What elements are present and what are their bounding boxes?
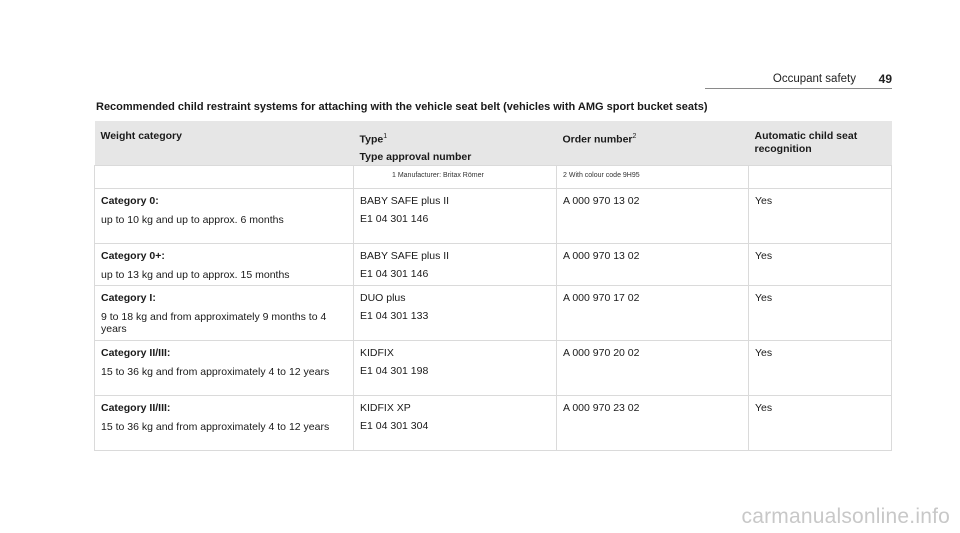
approval-number: E1 04 301 146 — [360, 213, 429, 225]
auto-recognition: Yes — [749, 286, 892, 341]
order-number: A 000 970 13 02 — [557, 244, 749, 286]
category-description: 15 to 36 kg and from approximately 4 to 12 years — [101, 366, 330, 378]
footnote-order: 2 With colour code 9H95 — [557, 166, 749, 189]
approval-number: E1 04 301 304 — [360, 420, 429, 432]
table-header-row — [95, 121, 892, 166]
table-row — [95, 286, 892, 341]
weight-cell — [95, 189, 354, 244]
category-title: Category II/III: — [101, 347, 171, 359]
footnote-empty — [95, 166, 354, 189]
order-number: A 000 970 13 02 — [557, 189, 749, 244]
seat-type: BABY SAFE plus II — [360, 250, 450, 262]
section-title: Occupant safety — [772, 73, 856, 85]
type-cell — [354, 396, 557, 451]
category-title: Category 0+: — [101, 250, 165, 262]
table-row — [95, 341, 892, 396]
category-title: Category I: — [101, 292, 156, 304]
approval-number: E1 04 301 146 — [360, 268, 429, 280]
seat-type: DUO plus — [360, 292, 406, 304]
category-description: up to 10 kg and up to approx. 6 months — [101, 214, 284, 226]
category-description: up to 13 kg and up to approx. 15 months — [101, 269, 290, 281]
table-caption: Recommended child restraint systems for attaching with the vehicle seat belt (vehicles with AMG sport bucket seats) — [96, 101, 708, 113]
category-title: Category 0: — [101, 195, 159, 207]
header-divider — [705, 88, 892, 89]
order-number: A 000 970 17 02 — [557, 286, 749, 341]
auto-recognition: Yes — [749, 341, 892, 396]
header-type: Type$^1$ Type approval number — [354, 121, 557, 166]
type-cell — [354, 286, 557, 341]
table-row — [95, 244, 892, 286]
header-automatic-recognition: Automatic child seat recognition — [749, 121, 892, 166]
child-restraint-table — [94, 121, 892, 451]
auto-recognition: Yes — [749, 189, 892, 244]
category-title: Category II/III: — [101, 402, 171, 414]
weight-cell — [95, 244, 354, 286]
page-number: 49 — [878, 72, 892, 86]
footnote-type: 1 Manufacturer: Britax Römer — [354, 166, 557, 189]
table-row — [95, 396, 892, 451]
type-cell — [354, 244, 557, 286]
table-row — [95, 189, 892, 244]
approval-number: E1 04 301 133 — [360, 310, 429, 322]
order-number: A 000 970 20 02 — [557, 341, 749, 396]
order-number: A 000 970 23 02 — [557, 396, 749, 451]
type-cell — [354, 341, 557, 396]
weight-cell — [95, 341, 354, 396]
category-description: 9 to 18 kg and from approximately 9 months to 4 years — [101, 311, 327, 335]
footnote-row — [95, 166, 892, 189]
header-order-number: Order number$^2$ — [557, 121, 749, 166]
seat-type: KIDFIX — [360, 347, 394, 359]
watermark: carmanualsonline.info — [741, 505, 950, 528]
footnote-empty — [749, 166, 892, 189]
seat-type: BABY SAFE plus II — [360, 195, 450, 207]
header-type-approval: Type approval number — [359, 150, 472, 163]
auto-recognition: Yes — [749, 396, 892, 451]
approval-number: E1 04 301 198 — [360, 365, 429, 377]
weight-cell — [95, 286, 354, 341]
category-description: 15 to 36 kg and from approximately 4 to 12 years — [101, 421, 330, 433]
seat-type: KIDFIX XP — [360, 402, 411, 414]
weight-cell — [95, 396, 354, 451]
auto-recognition: Yes — [749, 244, 892, 286]
type-cell — [354, 189, 557, 244]
header-weight-category: Weight category — [95, 121, 354, 166]
